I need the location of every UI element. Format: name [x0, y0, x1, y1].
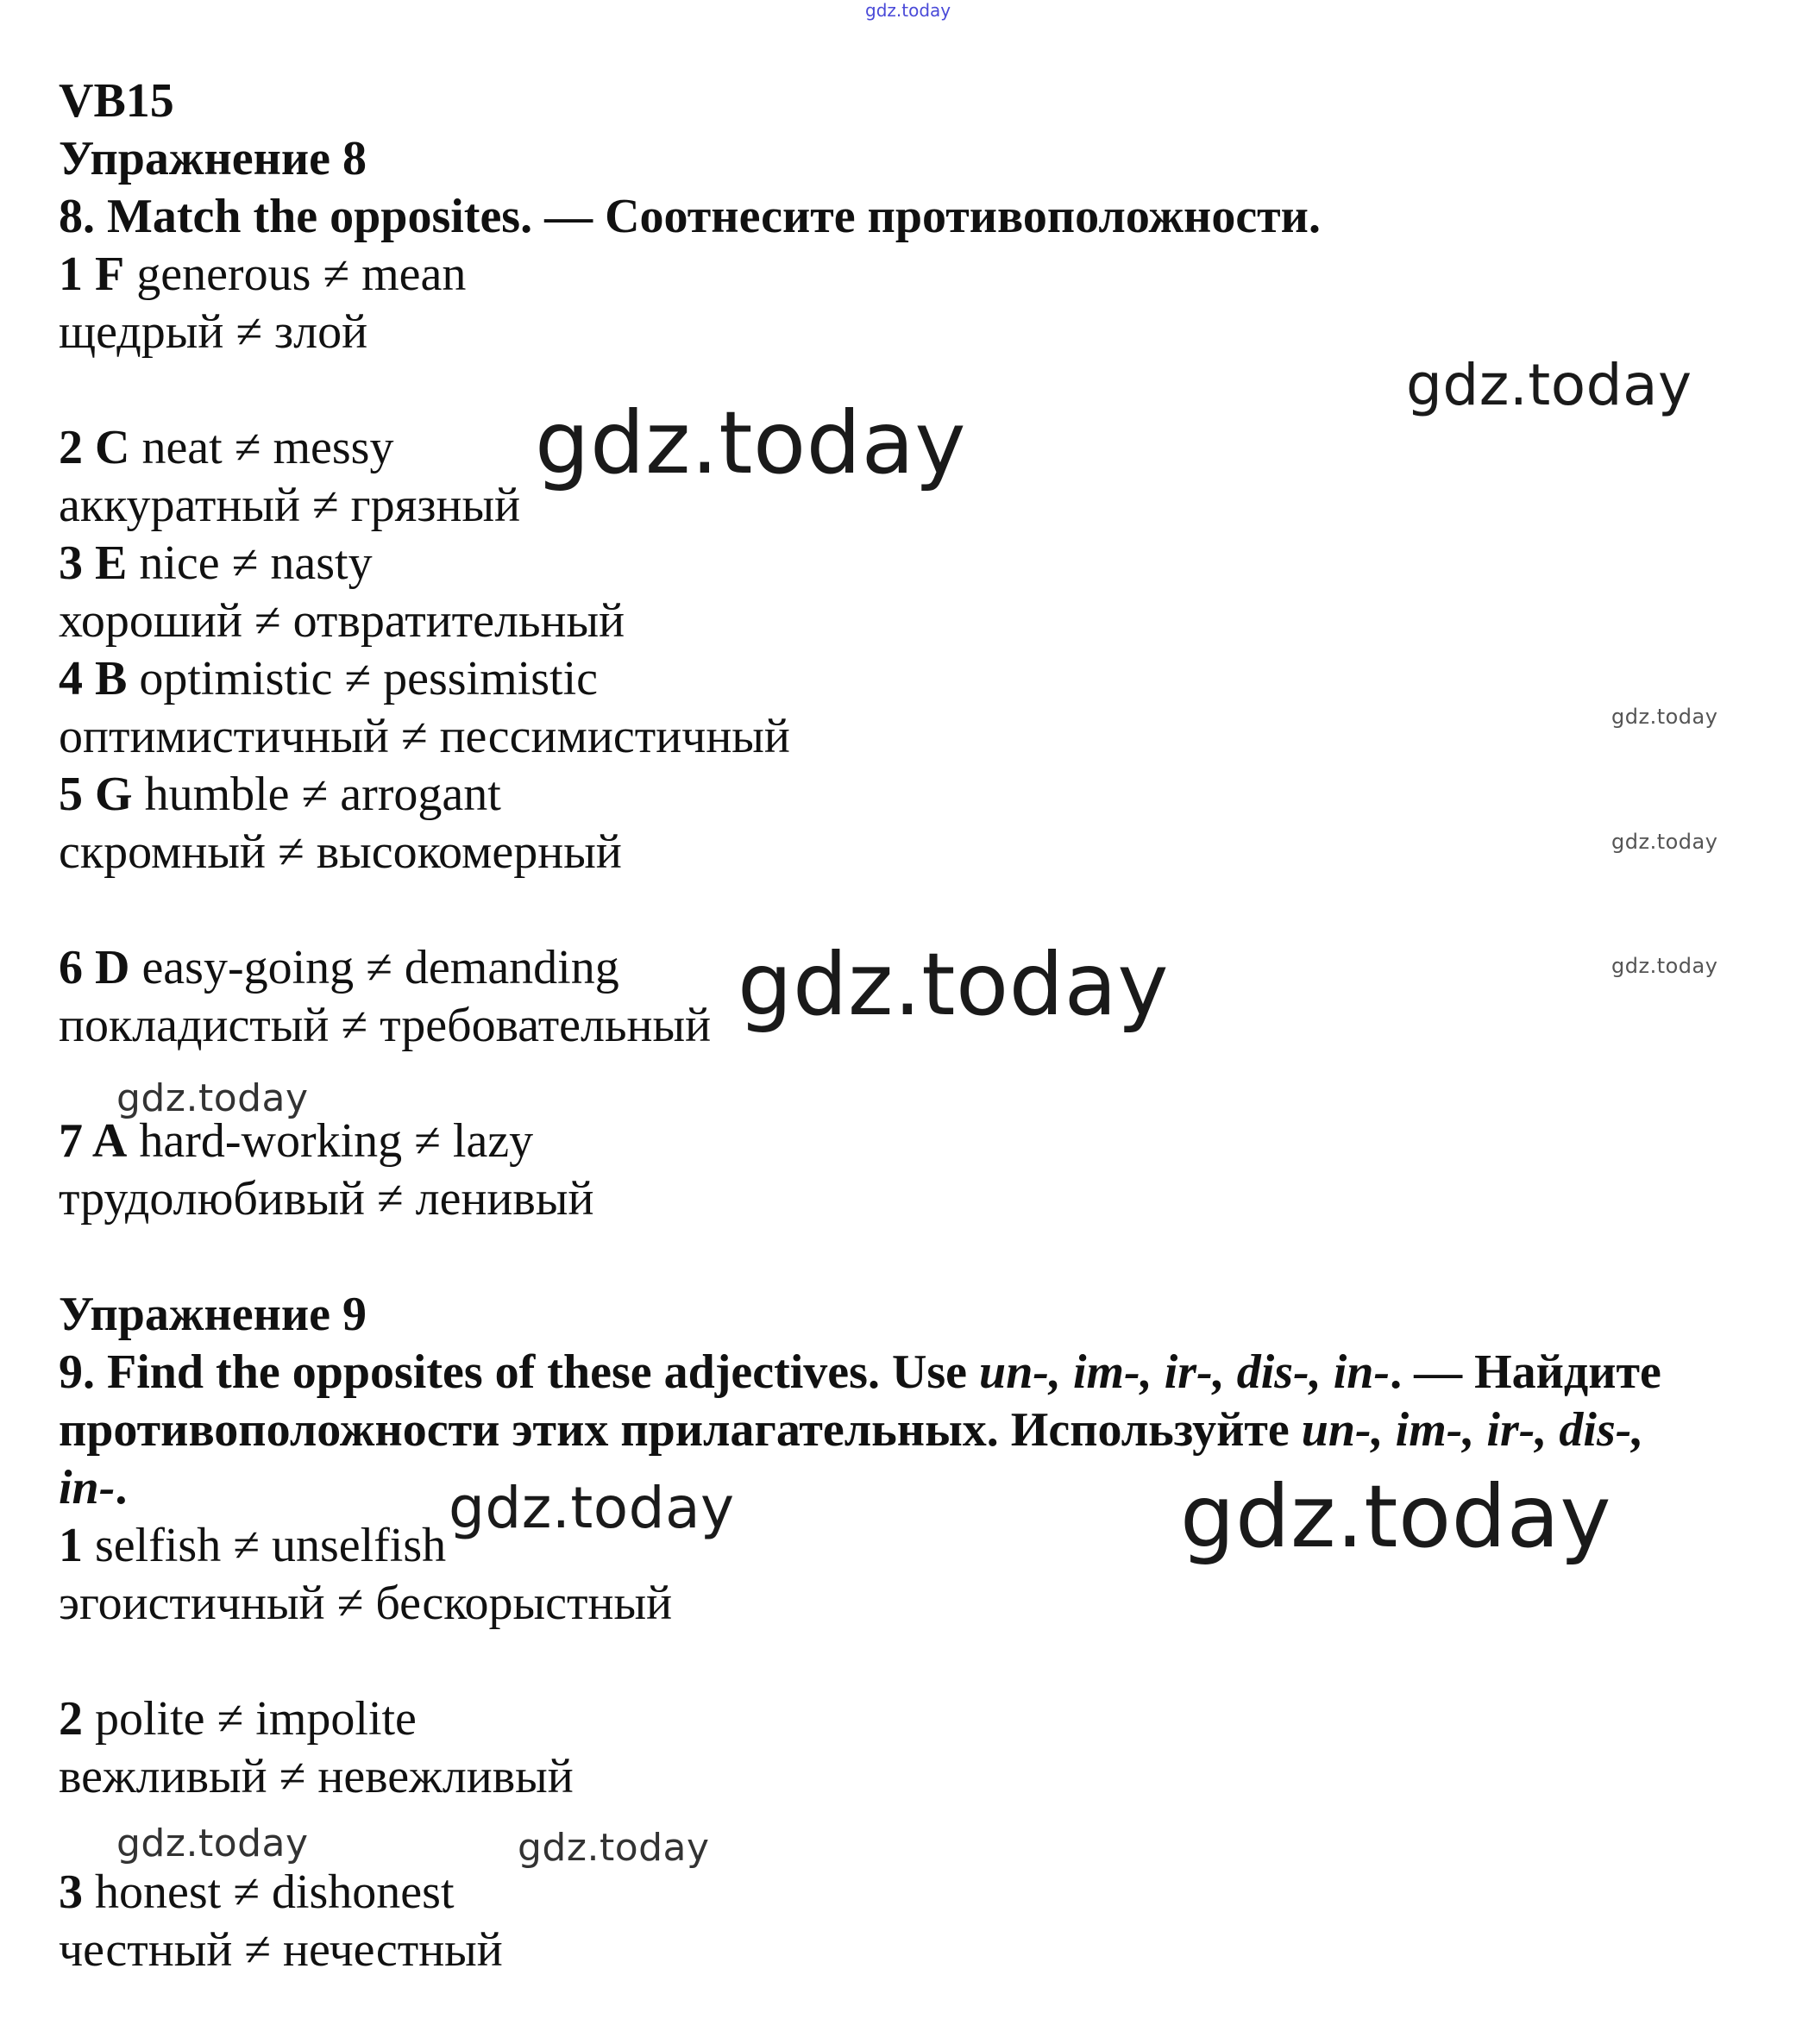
item-number: 3 E	[59, 536, 128, 590]
item-number: 1 F	[59, 248, 125, 301]
exercise-9-task-line-1	[59, 1344, 1661, 1401]
item-number: 3	[59, 1865, 83, 1919]
watermark: gdz.today	[1406, 352, 1692, 418]
item-number: 2	[59, 1692, 83, 1746]
exercise-8-item-2-ru: аккуратный ≠ грязный	[59, 479, 521, 532]
exercise-8-task: 8. Match the opposites. — Соотнесите противоположности.	[59, 190, 1321, 243]
item-english: generous ≠ mean	[124, 248, 467, 301]
item-number: 7 A	[59, 1114, 128, 1168]
task-text: 9. Find the opposites of these adjectives. Use	[59, 1345, 980, 1399]
task-text: .	[115, 1461, 128, 1514]
exercise-8-item-1-ru: щедрый ≠ злой	[59, 305, 368, 359]
watermark: gdz.today	[116, 1821, 309, 1865]
task-text: . — Найдите	[1390, 1345, 1661, 1399]
item-number: 1	[59, 1519, 83, 1572]
exercise-8-item-7-en	[59, 1113, 533, 1169]
item-english: selfish ≠ unselfish	[83, 1519, 447, 1572]
exercise-8-item-1-en	[59, 246, 466, 303]
watermark-top: gdz.today	[865, 0, 951, 21]
item-english: easy-going ≠ demanding	[129, 941, 619, 994]
item-english: humble ≠ arrogant	[132, 768, 501, 821]
exercise-9-item-3-ru: честный ≠ нечестный	[59, 1923, 503, 1977]
item-english: hard-working ≠ lazy	[127, 1114, 534, 1168]
watermark: gdz.today	[535, 392, 967, 493]
watermark: gdz.today	[738, 934, 1170, 1035]
task-text: противоположности этих прилагательных. Используйте	[59, 1403, 1302, 1457]
exercise-8-item-4-ru: оптимистичный ≠ пессимистичный	[59, 710, 790, 763]
exercise-9-item-2-en	[59, 1690, 417, 1747]
exercise-9-item-2-ru: вежливый ≠ невежливый	[59, 1750, 574, 1803]
item-number: 6 D	[59, 941, 130, 994]
item-number: 2 C	[59, 421, 130, 474]
watermark: gdz.today	[518, 1826, 710, 1870]
item-english: neat ≠ messy	[129, 421, 394, 474]
task-prefixes: un-, im-, ir-, dis-,	[1301, 1403, 1644, 1457]
item-english: honest ≠ dishonest	[83, 1865, 455, 1919]
section-code: VB15	[59, 74, 174, 128]
watermark: gdz.today	[1611, 705, 1718, 729]
watermark: gdz.today	[116, 1076, 309, 1120]
exercise-9-item-1-ru: эгоистичный ≠ бескорыстный	[59, 1577, 673, 1630]
exercise-8-item-4-en	[59, 650, 598, 707]
exercise-9-task-line-2	[59, 1401, 1643, 1458]
item-english: nice ≠ nasty	[127, 536, 373, 590]
exercise-8-item-6-en	[59, 939, 619, 996]
item-number: 5 G	[59, 768, 133, 821]
task-prefixes: in-	[59, 1461, 116, 1514]
exercise-9-item-3-en	[59, 1864, 455, 1921]
exercise-9-item-1-en	[59, 1517, 446, 1574]
watermark: gdz.today	[1180, 1466, 1612, 1567]
exercise-8-item-5-en	[59, 766, 501, 823]
exercise-9-task-line-3	[59, 1459, 127, 1516]
watermark: gdz.today	[449, 1475, 735, 1541]
exercise-8-item-7-ru: трудолюбивый ≠ ленивый	[59, 1172, 594, 1226]
watermark: gdz.today	[1611, 830, 1718, 854]
exercise-8-item-3-ru: хороший ≠ отвратительный	[59, 594, 625, 648]
exercise-8-item-6-ru: покладистый ≠ требовательный	[59, 999, 712, 1052]
exercise-8-item-2-en	[59, 419, 393, 476]
exercise-8-item-5-ru: скромный ≠ высокомерный	[59, 825, 622, 879]
item-english: polite ≠ impolite	[83, 1692, 417, 1746]
item-number: 4 B	[59, 652, 128, 705]
exercise-9-title: Упражнение 9	[59, 1288, 367, 1341]
exercise-8-item-3-en	[59, 535, 373, 592]
watermark: gdz.today	[1611, 954, 1718, 978]
task-prefixes: un-, im-, ir-, dis-, in-	[979, 1345, 1391, 1399]
item-english: optimistic ≠ pessimistic	[127, 652, 598, 705]
exercise-8-title: Упражнение 8	[59, 132, 367, 185]
